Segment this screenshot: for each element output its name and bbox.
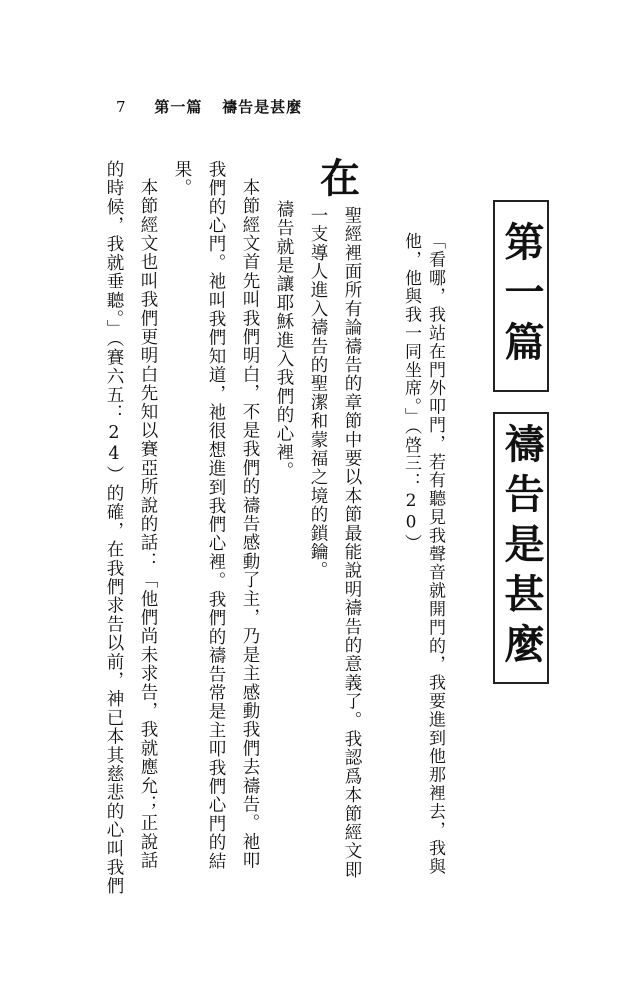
chapter-title: 禱告是甚麼 — [222, 98, 303, 116]
title-box-chapter: 第一篇 — [493, 200, 549, 392]
page-number: 7 — [116, 98, 127, 116]
body-line-3: 禱告就是讓耶穌進入我們的心裡。 — [274, 200, 294, 481]
body-line-1: 聖經裡面所有論禱告的章節中要以本節最能說明禱告的意義了。我認爲本節經文即 — [342, 206, 362, 880]
body-line-6: 果。 — [172, 160, 192, 198]
body-line-5: 我們的心門。祂叫我們知道，祂很想進到我們心裡。我們的禱告常是主叩我們心門的結 — [206, 160, 226, 871]
epigraph-line-2: 他，他與我一同坐席。」（啓三：20） — [401, 232, 421, 553]
body-line-4: 本節經文首先叫我們明白，不是我們的禱告感動了主，乃是主感動我們去禱告。祂叩 — [240, 178, 260, 870]
drop-cap: 在 — [320, 155, 360, 202]
chapter-label: 第一篇 — [154, 98, 203, 116]
body-line-2: 一支導人進入禱告的聖潔和蒙福之境的鎖鑰。 — [308, 206, 328, 580]
body-line-7: 本節經文也叫我們更明白先知以賽亞所說的話：「他們尚未求告，我就應允；正說話 — [138, 178, 158, 870]
epigraph-line-1: 「看哪，我站在門外叩門，若有聽見我聲音就開門的，我要進到他那裡去，我與 — [425, 232, 445, 876]
running-header — [116, 96, 302, 117]
body-line-8: 的時候，我就垂聽。」（賽六五：24）的確，在我們求告以前，神已本其慈悲的心叫我們 — [104, 160, 124, 896]
title-box-title: 禱告是甚麼 — [493, 412, 549, 684]
